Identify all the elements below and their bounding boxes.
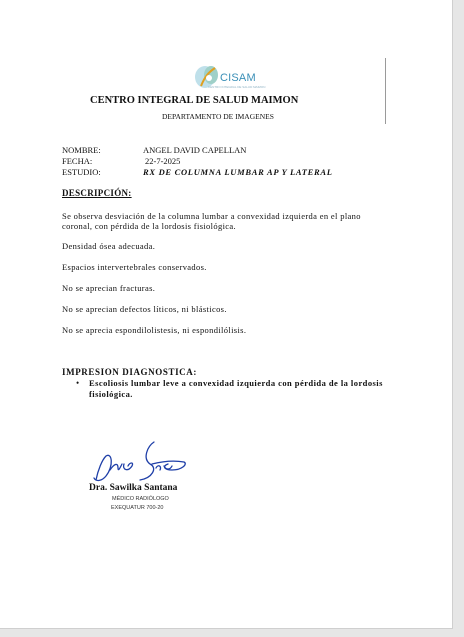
date-value: 22-7-2025 xyxy=(145,156,181,166)
finding-2: Densidad ósea adecuada. xyxy=(62,241,156,251)
study-value: RX DE COLUMNA LUMBAR AP Y LATERAL xyxy=(143,167,333,177)
finding-6: No se aprecia espondilolistesis, ni espondilólisis. xyxy=(62,325,247,335)
finding-4: No se aprecian fracturas. xyxy=(62,283,156,293)
finding-5: No se aprecian defectos líticos, ni blásticos. xyxy=(62,304,227,314)
doctor-name: Dra. Sawilka Santana xyxy=(89,483,178,493)
impression-item: Escoliosis lumbar leve a convexidad izquierda con pérdida de la lordosis fisiológica. xyxy=(89,378,383,399)
date-label: FECHA: xyxy=(62,156,93,166)
header-divider xyxy=(385,58,386,124)
department-name: DEPARTAMENTO DE IMAGENES xyxy=(162,112,274,121)
patient-name-label: NOMBRE: xyxy=(62,145,101,155)
bullet-icon: • xyxy=(76,378,80,388)
institution-name: CENTRO INTEGRAL DE SALUD MAIMON xyxy=(90,95,299,106)
doctor-title: MÉDICO RADIÓLOGO xyxy=(112,496,169,502)
impression-title: IMPRESION DIAGNOSTICA: xyxy=(62,367,197,377)
logo-subtext: CENTRO INTEGRAL DE SALUD MAIMON xyxy=(208,85,266,89)
logo-text: CISAM xyxy=(220,72,256,84)
finding-1: Se observa desviación de la columna lumbar a convexidad izquierda en el plano coronal, con pérdida de la lordosis fisiológica. xyxy=(62,211,361,231)
handwritten-signature xyxy=(92,436,192,486)
finding-3: Espacios intervertebrales conservados. xyxy=(62,262,207,272)
doctor-license: EXEQUATUR 700-20 xyxy=(111,505,164,511)
study-label: ESTUDIO: xyxy=(62,167,101,177)
description-title: DESCRIPCIÓN: xyxy=(62,188,132,198)
patient-name-value: ANGEL DAVID CAPELLAN xyxy=(143,145,247,155)
